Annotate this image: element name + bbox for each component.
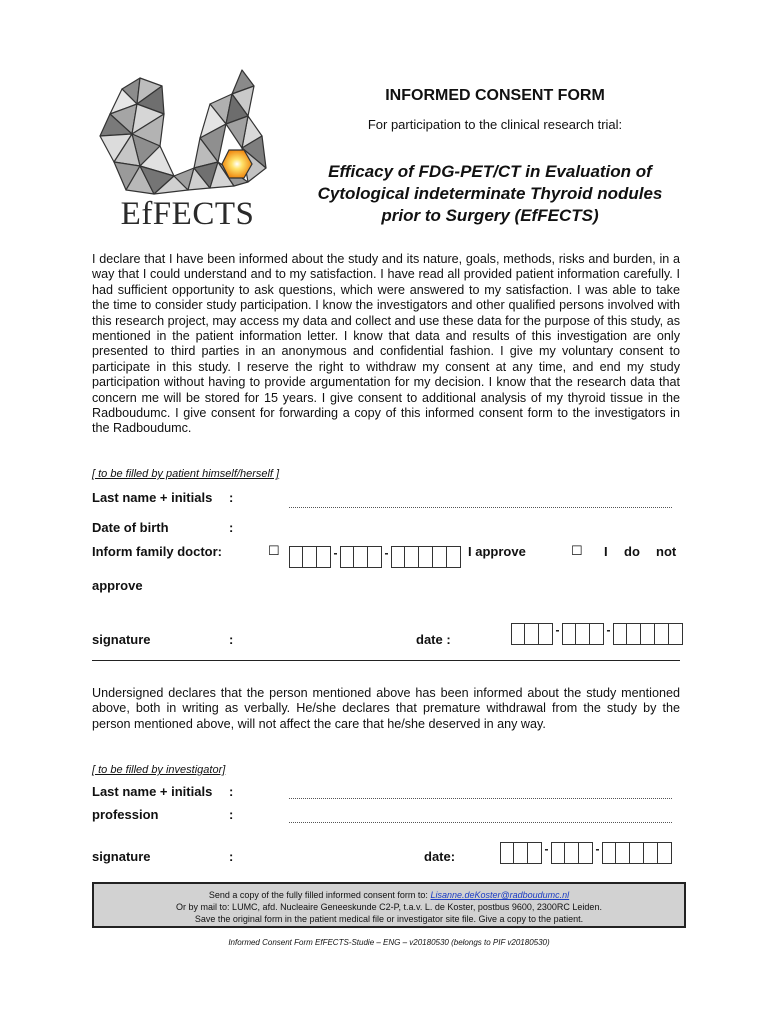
profession-field[interactable] xyxy=(289,822,672,823)
instructions-line xyxy=(94,889,684,901)
approve-checkbox[interactable]: ☐ xyxy=(268,543,280,558)
colon: : xyxy=(229,784,234,799)
trial-title-line: prior to Surgery (EfFECTS) xyxy=(381,206,599,225)
not-approve-checkbox[interactable]: ☐ xyxy=(571,543,583,558)
family-doctor-label: Inform family doctor: xyxy=(92,544,223,559)
approve-label: I approve xyxy=(468,544,526,559)
form-subtitle: For participation to the clinical research trial: xyxy=(367,117,623,132)
investigator-last-name-label: Last name + initials xyxy=(92,784,213,799)
patient-last-name-label: Last name + initials xyxy=(92,490,213,505)
colon: : xyxy=(229,490,234,505)
date-separator: - xyxy=(555,623,560,637)
colon: : xyxy=(229,632,234,647)
form-title: INFORMED CONSENT FORM xyxy=(385,87,605,104)
patient-signature-label: signature xyxy=(92,632,151,647)
instructions-prefix: Send a copy of the fully filled informed consent form to: xyxy=(208,890,431,900)
logo-text: EfFECTS xyxy=(120,196,255,232)
investigator-signature-label: signature xyxy=(92,849,151,864)
trial-title xyxy=(298,161,682,227)
investigator-section-note: [ to be filled by investigator] xyxy=(92,764,226,776)
patient-date-boxes[interactable] xyxy=(511,623,683,645)
patient-section-note: [ to be filled by patient himself/herself ] xyxy=(92,468,280,480)
date-separator: - xyxy=(544,842,549,856)
section-divider xyxy=(92,660,680,661)
colon: : xyxy=(229,849,234,864)
not-approve-word: do xyxy=(624,544,640,559)
trial-title-line: Efficacy of FDG-PET/CT in Evaluation of xyxy=(328,162,652,181)
date-separator: - xyxy=(333,546,338,560)
trial-title-line: Cytological indeterminate Thyroid nodules xyxy=(317,184,663,203)
not-approve-continued: approve xyxy=(92,578,143,593)
patient-dob-boxes[interactable] xyxy=(289,546,461,568)
colon: : xyxy=(229,807,234,822)
date-separator: - xyxy=(384,546,389,560)
investigator-date-boxes[interactable] xyxy=(500,842,672,864)
date-separator: - xyxy=(606,623,611,637)
not-approve-word: not xyxy=(656,544,677,559)
instructions-line: Save the original form in the patient medical file or investigator site file. Give a copy to the patient. xyxy=(194,914,584,924)
investigator-last-name-field[interactable] xyxy=(289,798,672,799)
email-link[interactable]: Lisanne.deKoster@radboudumc.nl xyxy=(430,890,570,900)
date-separator: - xyxy=(595,842,600,856)
patient-last-name-field[interactable] xyxy=(289,507,672,508)
patient-dob-label: Date of birth xyxy=(92,520,169,535)
not-approve-word: I xyxy=(604,544,608,559)
investigator-date-label: date: xyxy=(424,849,456,864)
declaration-paragraph: I declare that I have been informed about the study and its nature, goals, methods, risks and burden, in a way that I could understand and to my satisfaction. I have read all provided patient information carefully. I had sufficient opportunity to ask questions, which were answered to my satisfaction. I was able to take the time to consider study participation. I know the investigators and other qualified persons involved with this research project, may access my data and collect and use these data for the purpose of this study, as mentioned in the patient information letter. I know that data and results of this investigation are only presented to third parties in an anonymous and confidential fashion. I give my voluntary consent to participate in this study. I reserve the right to withdraw my consent at any time, and end my study participation without having to provide argumentation for my decision. I know that the research data that concern me will be stored for 15 years. I give consent to additional analysis of my thyroid tissue in the Radboudumc. I give consent for forwarding a copy of this informed consent form to the investigators in the Radboudumc. xyxy=(92,252,680,436)
investigator-statement: Undersigned declares that the person mentioned above has been informed about the study mentioned above, both in writing as verbally. He/she declares that premature withdrawal from the study by the person mentioned above, will not affect the care that he/she deserved in any way. xyxy=(92,686,680,731)
document-footnote: Informed Consent Form EfFECTS-Studie – ENG – v20180530 (belongs to PIF v20180530) xyxy=(228,938,550,947)
instructions-box xyxy=(92,882,686,928)
colon: : xyxy=(229,520,234,535)
patient-date-label: date : xyxy=(416,632,451,647)
profession-label: profession xyxy=(92,807,159,822)
instructions-line: Or by mail to: LUMC, afd. Nucleaire Geneeskunde C2-P, t.a.v. L. de Koster, postbus 9600, 2300RC Leiden. xyxy=(176,902,602,912)
